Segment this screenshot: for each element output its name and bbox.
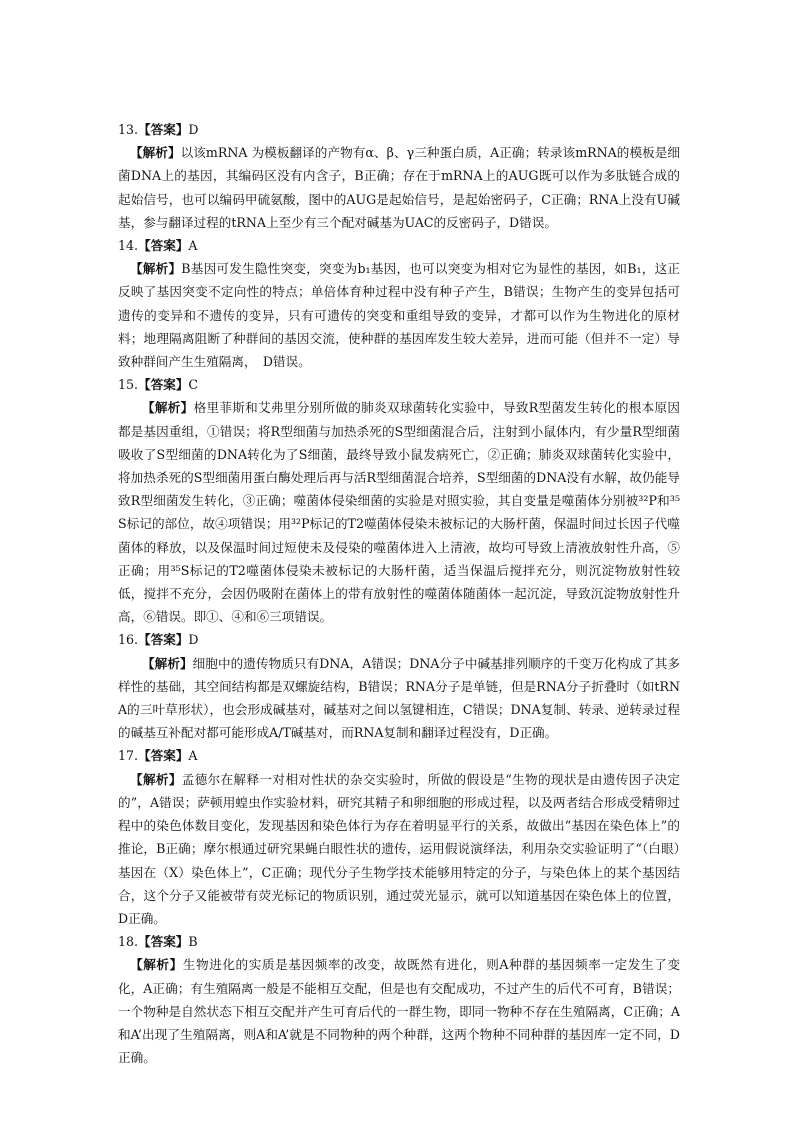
answer-value: D	[188, 122, 199, 137]
question-number: 14.	[118, 238, 139, 254]
question-number: 16.	[118, 632, 139, 648]
explanation-text: 生物进化的实质是基因频率的改变，故既然有进化，则A种群的基因频率一定发生了变化，A正确；有生殖隔离一般是不能相互交配，但是也有交配成功，不过产生的后代不可育，B错误；一个物种是自然状态下相互交配并产生可育后代的一群生物，即同一物种不存在生殖隔离，C正确；A和A’出现了生殖隔离，则A和A’就是不同物种的两个种群，这两个物种不同种群的基因库一定不同，D正确。	[118, 957, 680, 1066]
answer-label: 【答案】	[138, 748, 189, 764]
question-17	[118, 744, 680, 930]
answer-label: 【答案】	[138, 377, 189, 393]
answer-value: C	[188, 377, 199, 393]
document-page	[118, 118, 680, 1069]
answer-line	[118, 744, 680, 767]
answer-value: A	[188, 238, 198, 254]
explanation-text: 格里菲斯和艾弗里分别所做的肺炎双球菌转化实验中，导致R型菌发生转化的根本原因都是基因重组，①错误；将R型细菌与加热杀死的S型细菌混合后，注射到小鼠体内，有少量R型细菌吸收了S型细菌的DNA转化为了S细菌，最终导致小鼠发病死亡，②正确；肺炎双球菌转化实验中，将加热杀死的S型细菌用蛋白酶处理后再与活R型细菌混合培养，S型细菌的DNA没有水解，故仍能导致R型细菌发生转化，③正确；噬菌体侵染细菌的实验是对照实验，其自变量是噬菌体分别被³²P和³⁵S标记的部位，故④项错误；用³²P标记的T2噬菌体侵染未被标记的大肠杆菌，保温时间过长因子代噬菌体的释放，以及保温时间过短使未及侵染的噬菌体进入上清液，故均可导致上清液放射性升高，⑤正确；用³⁵S标记的T2噬菌体侵染未被标记的大肠杆菌，适当保温后搅拌充分，则沉淀物放射性较低，搅拌不充分，会因仍吸附在菌体上的带有放射性的噬菌体随菌体一起沉淀，导致沉淀物放射性升高，⑥错误。即①、④和⑥三项错误。	[118, 400, 680, 625]
answer-line	[118, 628, 680, 651]
explanation-text: 细胞中的遗传物质只有DNA，A错误；DNA分子中碱基排列顺序的千变万化构成了其多样性的基础，其空间结构都是双螺旋结构，B错误；RNA分子是单链，但是RNA分子折叠时（如tRNA的三叶草形状），也会形成碱基对，碱基对之间以氢键相连，C错误；DNA复制、转录、逆转录过程的碱基互补配对都可能形成A/T碱基对，而RNA复制和翻译过程没有，D正确。	[118, 655, 680, 741]
explanation	[118, 768, 680, 930]
explanation	[118, 141, 680, 234]
explanation-label: 【解析】	[142, 655, 193, 671]
answer-value: D	[188, 632, 199, 648]
question-14	[118, 234, 680, 373]
explanation-label: 【解析】	[142, 400, 194, 416]
question-number: 18.	[118, 934, 139, 950]
answer-value: B	[188, 934, 198, 950]
explanation-label: 【解析】	[130, 261, 182, 277]
question-13	[118, 118, 680, 234]
explanation-label: 【解析】	[130, 957, 183, 973]
answer-value: A	[188, 748, 198, 764]
question-18	[118, 930, 680, 1069]
answer-line	[118, 930, 680, 953]
answer-line	[118, 234, 680, 257]
answer-label: 【答案】	[138, 934, 189, 950]
explanation-label: 【解析】	[130, 145, 181, 161]
explanation-text: 孟德尔在解释一对相对性状的杂交实验时，所做的假设是“生物的现状是由遗传因子决定的”，A错误；萨顿用蝗虫作实验材料，研究其精子和卵细胞的形成过程，以及两者结合形成受精卵过程中的染色体数目变化，发现基因和染色体行为存在着明显平行的关系，故做出“基因在染色体上”的推论，B正确；摩尔根通过研究果蝇白眼性状的遗传，运用假说演绎法，利用杂交实验证明了“（白眼）基因在（X）染色体上”，C正确；现代分子生物学技术能够用特定的分子，与染色体上的某个基因结合，这个分子又能被带有荧光标记的物质识别，通过荧光显示，就可以知道基因在染色体上的位置，D正确。	[118, 771, 681, 926]
answer-line	[118, 373, 680, 396]
question-number: 15.	[118, 377, 139, 393]
explanation	[118, 953, 680, 1069]
explanation	[118, 257, 680, 373]
answer-line	[118, 118, 680, 141]
answer-label: 【答案】	[138, 238, 189, 254]
answer-label: 【答案】	[138, 632, 189, 648]
explanation-label: 【解析】	[130, 771, 182, 787]
explanation-text: 以该mRNA 为模板翻译的产物有α、β、γ三种蛋白质，A正确；转录该mRNA的模板是细菌DNA上的基因，其编码区没有内含子，B正确；存在于mRNA上的AUG既可以作为多肽链合成的起始信号，也可以编码甲硫氨酸，图中的AUG是起始信号，是起始密码子，C正确；RNA上没有U碱基，参与翻译过程的tRNA上至少有三个配对碱基为UAC的反密码子，D错误。	[118, 145, 680, 230]
question-number: 13.	[118, 122, 139, 137]
explanation	[118, 652, 680, 745]
question-number: 17.	[118, 748, 139, 764]
explanation-text: B基因可发生隐性突变，突变为b₁基因，也可以突变为相对它为显性的基因，如B₁，这正反映了基因突变不定向性的特点；单倍体育种过程中没有种子产生，B错误；生物产生的变异包括可遗传的变异和不遗传的变异，只有可遗传的突变和重组导致的变异，才都可以作为生物进化的原材料；地理隔离阻断了种群间的基因交流，使种群的基因库发生较大差异，进而可能（但并不一定）导致种群间产生生殖隔离， D错误。	[118, 261, 681, 370]
explanation	[118, 396, 680, 628]
answer-label: 【答案】	[138, 122, 189, 137]
question-15	[118, 373, 680, 628]
question-16	[118, 628, 680, 744]
